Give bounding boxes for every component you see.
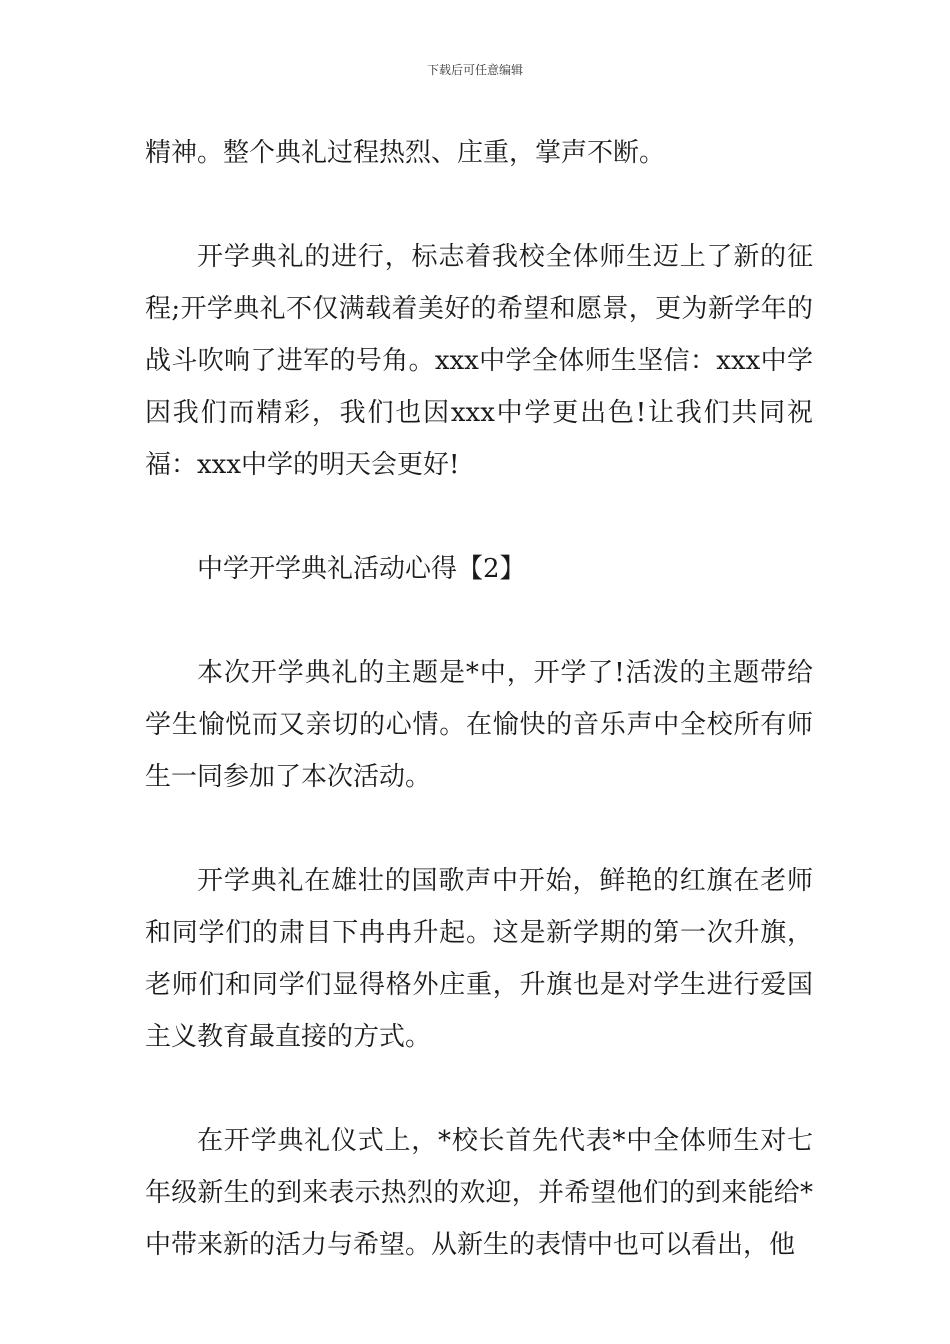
page-header: 下载后可任意编辑 xyxy=(426,63,523,77)
paragraph-3: 本次开学典礼的主题是*中，开学了!活泼的主题带给学生愉悦而又亲切的心情。在愉快的音乐声中全校所有师生一同参加了本次活动。 xyxy=(145,658,813,792)
document-body xyxy=(145,127,813,1271)
paragraph-2: 开学典礼的进行，标志着我校全体师生迈上了新的征程;开学典礼不仅满载着美好的希望和愿景，更为新学年的战斗吹响了进军的号角。xxx中学全体师生坚信：xxx中学因我们而精彩，我们也因xxx中学更出色!让我们共同祝福：xxx中学的明天会更好! xyxy=(145,242,813,480)
paragraph-1: 精神。整个典礼过程热烈、庄重，掌声不断。 xyxy=(145,138,666,168)
paragraph-4: 开学典礼在雄壮的国歌声中开始，鲜艳的红旗在老师和同学们的肃目下冉冉升起。这是新学期的第一次升旗，老师们和同学们显得格外庄重，升旗也是对学生进行爱国主义教育最直接的方式。 xyxy=(145,866,813,1052)
section-heading: 中学开学典礼活动心得【2】 xyxy=(197,554,526,584)
paragraph-5: 在开学典礼仪式上，*校长首先代表*中全体师生对七年级新生的到来表示热烈的欢迎，并希望他们的到来能给*中带来新的活力与希望。从新生的表情中也可以看出，他 xyxy=(145,1126,813,1260)
